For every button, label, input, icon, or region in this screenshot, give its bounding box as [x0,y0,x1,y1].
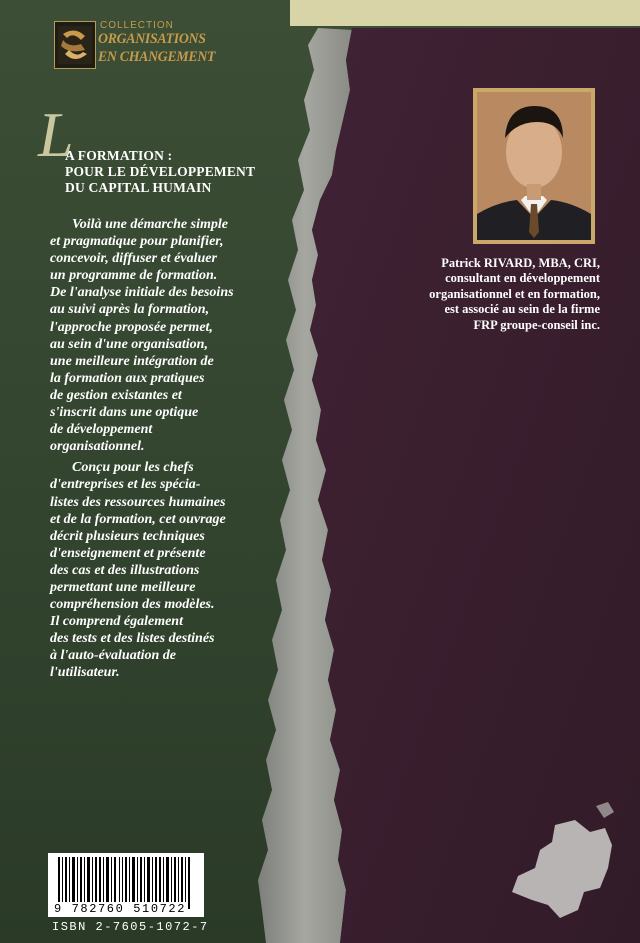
barcode [48,853,204,917]
text-line: décrit plusieurs techniques [50,528,205,544]
text-line: d'enseignement et présente [50,545,206,561]
text-line: et pragmatique pour planifier, [50,234,224,250]
text-line: Conçu pour les chefs [72,460,194,476]
text-line: permettant une meilleure [50,579,196,595]
barcode-number: 9 782760 510722 [54,902,187,916]
author-photo [477,92,591,240]
text-line: de développement [50,422,153,438]
author-bio-line: consultant en développement [445,271,600,286]
description-paragraph-1 [50,216,300,455]
isbn: ISBN 2-7605-1072-7 [52,920,209,934]
title-line: POUR LE DÉVELOPPEMENT [65,164,256,179]
text-line: listes des ressources humaines [50,494,226,510]
author-bio [400,256,600,333]
collection-label: COLLECTION [100,20,174,31]
text-line: à l'auto-évaluation de [50,648,176,664]
author-bio-line: Patrick RIVARD, MBA, CRI, [441,256,600,270]
text-line: l'utilisateur. [50,665,120,681]
book-description [50,216,300,682]
title-line: DU CAPITAL HUMAIN [65,180,212,195]
text-line: organisationnel. [50,439,145,455]
text-line: la formation aux pratiques [50,370,205,386]
text-line: de gestion existantes et [50,387,182,403]
text-line: l'approche proposée permet, [50,319,213,335]
author-bio-line: FRP groupe-conseil inc. [473,317,600,332]
text-line: une meilleure intégration de [50,353,214,369]
author-bio-line: est associé au sein de la firme [444,302,600,317]
description-paragraph-2 [50,459,300,681]
text-line: compréhension des modèles. [50,597,215,613]
series-logo-icon [55,22,95,68]
text-line: Voilà une démarche simple [72,217,228,232]
text-line: au suivi après la formation, [50,302,210,318]
portrait-icon [477,92,591,240]
title-dropcap: L [38,99,74,170]
text-line: des cas et des illustrations [50,562,200,578]
series-logo [54,21,96,69]
text-line: des tests et des listes destinés [50,631,215,647]
book-title [65,148,255,196]
top-accent-strip [290,0,640,26]
text-line: Il comprend également [50,614,183,630]
text-line: concevoir, diffuser et évaluer [50,251,217,267]
text-line: au sein d'une organisation, [50,336,208,352]
title-line: A FORMATION : [65,148,173,163]
author-bio-line: organisationnel et en formation, [429,286,600,301]
text-line: d'entreprises et les spécia- [50,477,201,493]
text-line: un programme de formation. [50,268,218,284]
series-name-line1: ORGANISATIONS [98,31,206,47]
text-line: De l'analyse initiale des besoins [50,285,234,301]
text-line: s'inscrit dans une optique [50,405,199,421]
author-photo-frame [473,88,595,244]
series-name-line2: EN CHANGEMENT [98,49,216,65]
text-line: et de la formation, cet ouvrage [50,511,226,527]
